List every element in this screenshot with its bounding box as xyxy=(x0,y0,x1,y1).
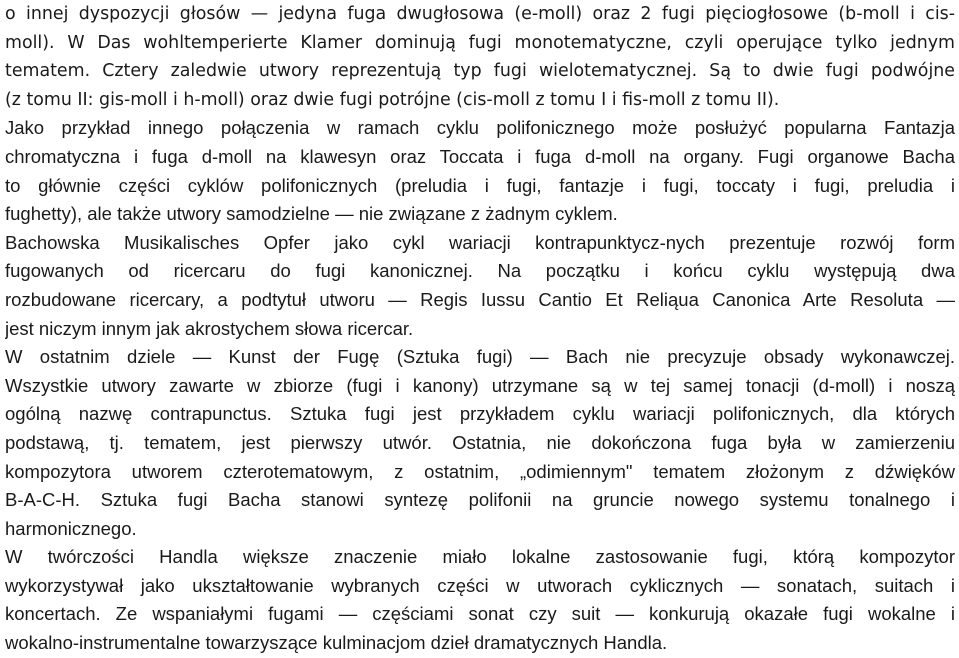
text-line-8: fughetty), ale także utwory samodzielne — nie związane z żadnym cyklem. xyxy=(5,203,618,225)
text-line-18: B-A-C-H. Sztuka fugi Bacha stanowi syntezę polifonii na gruncie nowego systemu tonalnego i xyxy=(5,489,955,511)
text-line-4: (z tomu II: gis-moll i h-moll) oraz dwie fugi potrójne (cis-moll z tomu I i fis-moll z tomu II). xyxy=(5,89,780,110)
text-line-7: to głównie części cyklów polifonicznych (preludia i fugi, fantazje i fugi, toccaty i fugi, preludia i xyxy=(5,174,955,196)
document-page xyxy=(5,0,955,658)
text-line-19: harmonicznego. xyxy=(5,517,137,539)
text-line-17: kompozytora utworem czterotematowym, z ostatnim, „odimiennym" tematem złożonym z dźwięków xyxy=(5,460,955,482)
text-line-1: o innej dyspozycji głosów — jedyna fuga dwugłosowa (e-moll) oraz 2 fugi pięciogłosowe (b-moll i cis- xyxy=(5,4,955,24)
text-line-20: W twórczości Handla większe znaczenie miało lokalne zastosowanie fugi, którą kompozytor xyxy=(5,546,955,568)
text-line-22: koncertach. Ze wspaniałymi fugami — częściami sonat czy suit — konkurują okazałe fugi wokalne i xyxy=(5,603,955,625)
text-line-21: wykorzystywał jako ukształtowanie wybranych części w utworach cyklicznych — sonatach, suitach i xyxy=(5,574,955,596)
text-line-13: W ostatnim dziele — Kunst der Fugę (Sztuka fugi) — Bach nie precyzuje obsady wykonawczej. xyxy=(5,346,955,368)
text-line-10: fugowanych od ricercaru do fugi kanonicznej. Na początku i końcu cyklu występują dwa xyxy=(5,260,955,282)
text-line-9: Bachowska Musikalisches Opfer jako cykl wariacji kontrapunktycz-nych prezentuje rozwój form xyxy=(5,231,955,253)
text-line-23: wokalno-instrumentalne towarzyszące kulminacjom dzieł dramatycznych Handla. xyxy=(5,632,668,654)
text-line-2: moll). W Das wohltemperierte Klamer dominują fugi monotematyczne, czyli operujące tylko jednym xyxy=(5,32,955,53)
text-line-11: rozbudowane ricercary, a podtytuł utworu — Regis Iussu Cantio Et Reliąua Canonica Arte Resoluta — xyxy=(5,288,955,310)
text-line-12: jest niczym innym jak akrostychem słowa ricercar. xyxy=(5,317,414,339)
text-line-14: Wszystkie utwory zawarte w zbiorze (fugi i kanony) utrzymane są w tej samej tonacji (d-moll) i noszą xyxy=(5,374,955,396)
text-line-16: podstawą, tj. tematem, jest pierwszy utwór. Ostatnia, nie dokończona fuga była w zamierzeniu xyxy=(5,431,955,453)
text-line-6: chromatyczna i fuga d-moll na klawesyn oraz Toccata i fuga d-moll na organy. Fugi organowe Bacha xyxy=(5,145,955,167)
text-line-15: ogólną nazwę contrapunctus. Sztuka fugi jest przykładem cyklu wariacji polifonicznych, dla których xyxy=(5,403,955,425)
text-line-5: Jako przykład innego połączenia w ramach cyklu polifonicznego może posłużyć popularna Fantazja xyxy=(5,117,955,139)
text-line-3: tematem. Cztery zaledwie utwory reprezentują typ fugi wielotematycznej. Są to dwie fugi podwójne xyxy=(5,61,955,82)
